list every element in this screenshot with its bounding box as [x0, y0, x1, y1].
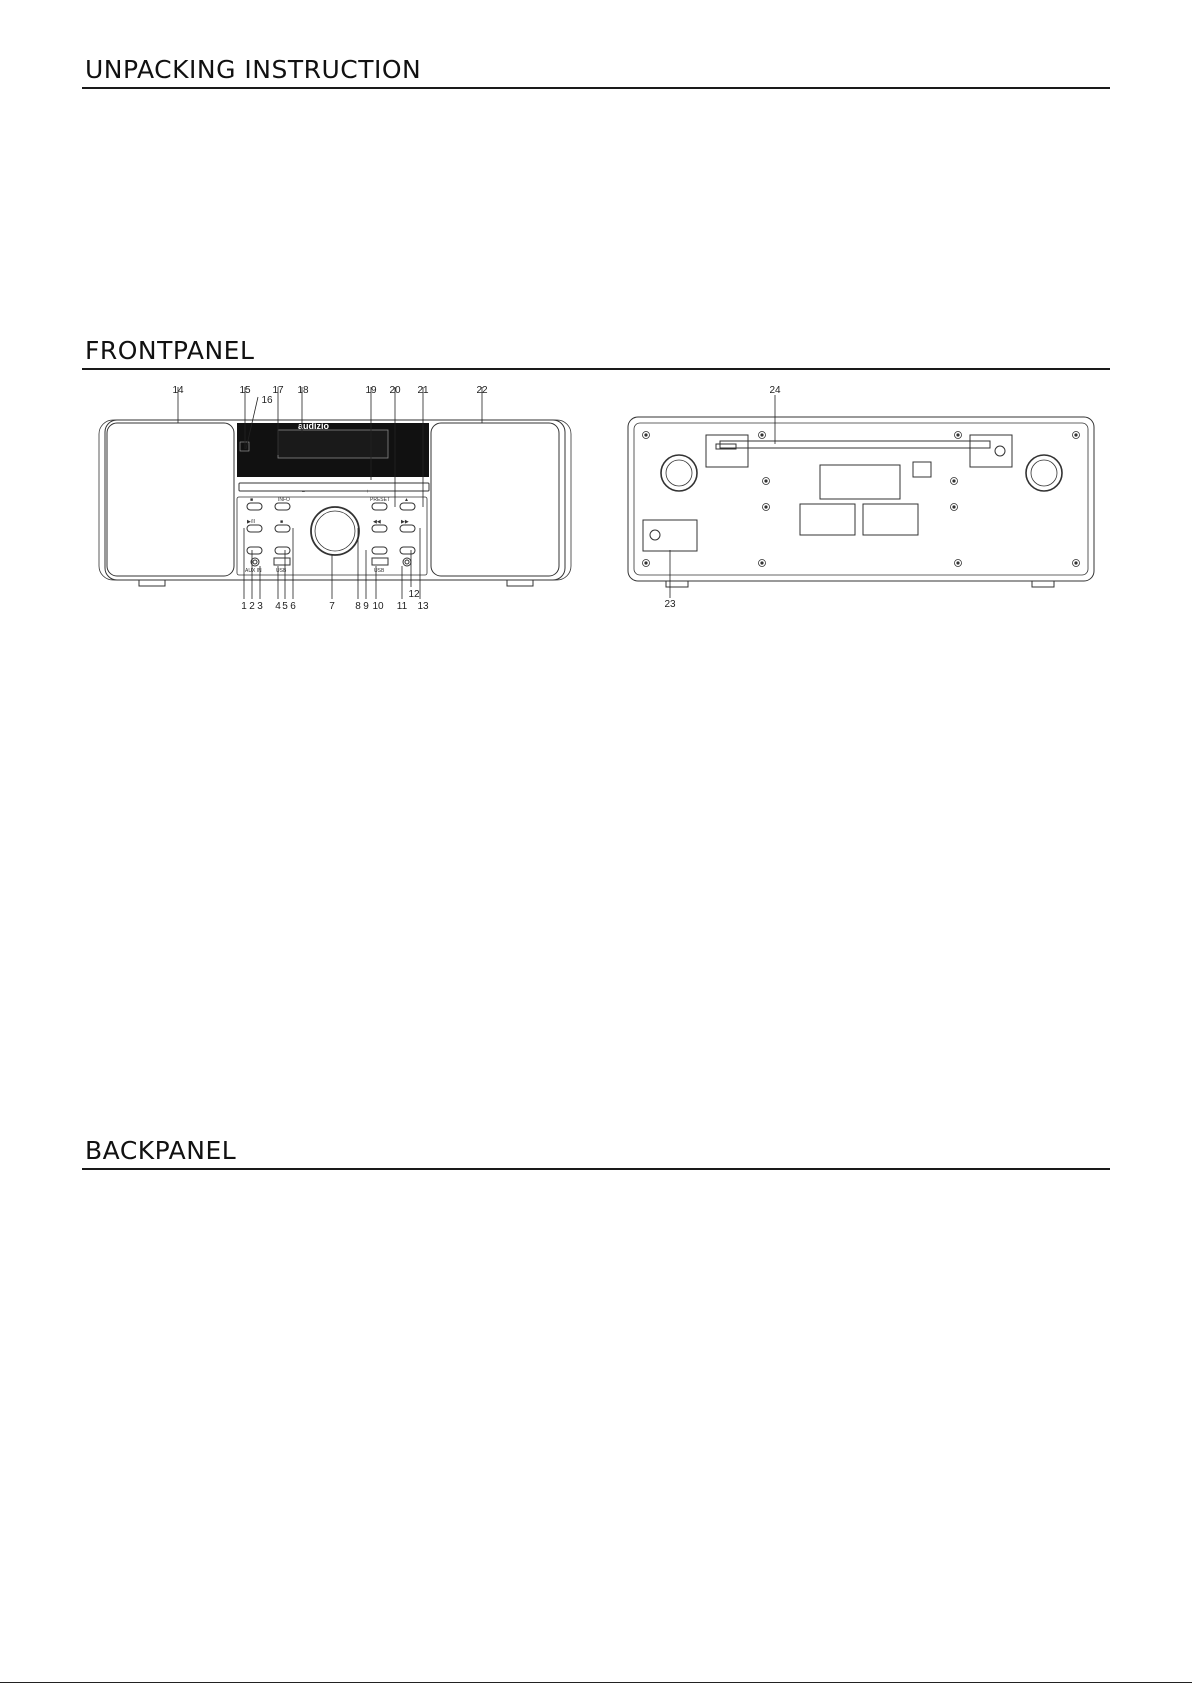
button-label: ▶▶ [401, 519, 409, 525]
section-title-frontpanel: FRONTPANEL [85, 336, 255, 365]
foot [1032, 581, 1054, 587]
power-socket [643, 520, 697, 551]
callout-label: 20 [389, 385, 401, 396]
button-label: ■ [250, 497, 254, 503]
callout-label: 4 [275, 601, 281, 612]
right-speaker [431, 423, 559, 576]
section-title-backpanel: BACKPANEL [85, 1136, 237, 1165]
button-label: – [302, 489, 305, 495]
callout-label: 8 [355, 601, 361, 612]
front-panel-diagram [95, 385, 575, 615]
callout-label: 10 [372, 601, 384, 612]
next-button [400, 525, 415, 532]
section-title-unpacking: UNPACKING INSTRUCTION [85, 55, 422, 84]
callout-label: 6 [290, 601, 296, 612]
callout-label: 23 [664, 599, 676, 610]
callout-label: 24 [769, 385, 781, 396]
info-button [275, 503, 290, 510]
play-pause-button [247, 525, 262, 532]
lcd-display [278, 430, 388, 458]
callout-label: 17 [272, 385, 284, 396]
foot [507, 580, 533, 586]
section-rule [82, 1168, 1110, 1170]
button-label: ■ [280, 519, 284, 525]
cd-slot [239, 483, 429, 491]
callout-label: 7 [329, 601, 335, 612]
button-label: USB [374, 568, 385, 574]
label-plate [820, 465, 900, 499]
antenna-bracket [706, 435, 748, 467]
power-socket-hole [650, 530, 660, 540]
prev-button [372, 525, 387, 532]
antenna-bracket [970, 435, 1012, 467]
callout-label: 3 [257, 601, 263, 612]
callout-label: 19 [365, 385, 377, 396]
antenna-tip [995, 446, 1005, 456]
callout-label: 14 [172, 385, 184, 396]
callout-label: 18 [297, 385, 309, 396]
callout-label: 9 [363, 601, 369, 612]
foot [139, 580, 165, 586]
volume-knob [311, 507, 359, 555]
footer-rule [0, 1682, 1192, 1683]
antenna-rod [720, 441, 990, 448]
callout-label: 16 [261, 395, 273, 406]
foot [666, 581, 688, 587]
label-plate [913, 462, 931, 477]
button-label: ▲ [404, 497, 409, 503]
button-label: ◀◀ [373, 519, 381, 525]
usb-port [274, 558, 290, 565]
callout-label: 22 [476, 385, 488, 396]
callout-label: 1 [241, 601, 247, 612]
back-panel-diagram [620, 385, 1100, 615]
button-label: AUX IN [245, 568, 262, 574]
callout-label: 11 [396, 601, 408, 612]
button-label: + [366, 489, 369, 495]
callout-label: 13 [417, 601, 429, 612]
button-label: USB [276, 568, 287, 574]
headphone-jack [403, 558, 411, 566]
section-rule [82, 368, 1110, 370]
callout-label: 15 [239, 385, 251, 396]
left-speaker [107, 423, 234, 576]
button-label: PRESET [370, 497, 391, 503]
preset-button [372, 503, 387, 510]
eject-button [400, 503, 415, 510]
brand-logo: audizio [298, 421, 329, 431]
callout-label: 21 [417, 385, 429, 396]
section-rule [82, 87, 1110, 89]
button-label: ▶/II [247, 519, 256, 525]
stop-button [275, 525, 290, 532]
label-plate [800, 504, 855, 535]
callout-label: 2 [249, 601, 255, 612]
callout-label: 5 [282, 601, 288, 612]
stop-left-button [247, 503, 262, 510]
button-label: INFO [278, 497, 290, 503]
label-plate [863, 504, 918, 535]
callout-label: 12 [408, 589, 420, 600]
usb-port [372, 558, 388, 565]
